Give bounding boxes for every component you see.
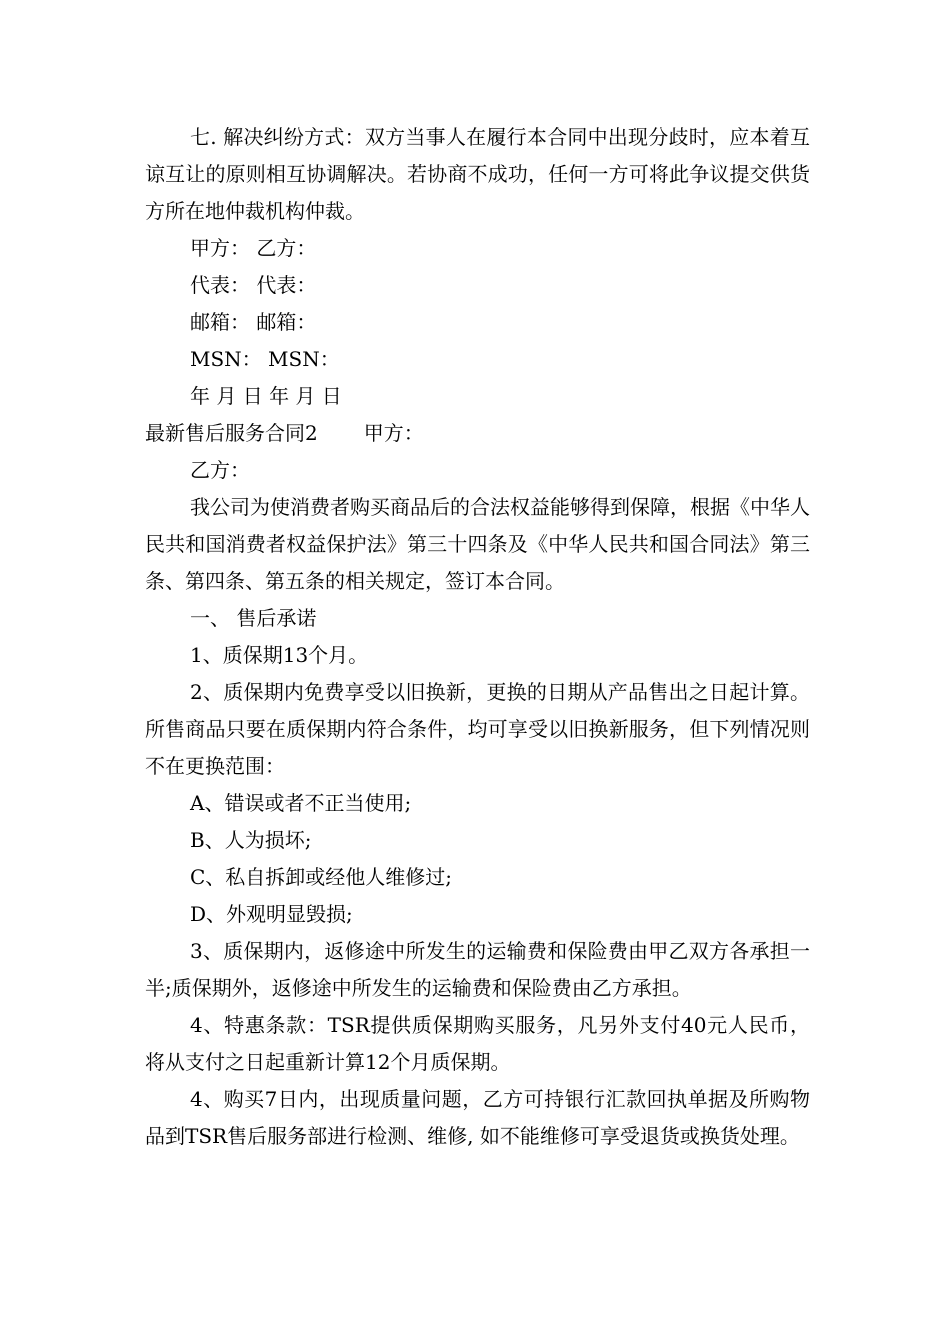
clause-4-purchase-within-7-days: 4、购买7日内，出现质量问题，乙方可持银行汇款回执单据及所购物品到TSR售后服务部进行检测、维修, 如不能维修可享受退货或换货处理。: [145, 1087, 810, 1148]
section-heading: 一、 售后承诺: [190, 606, 317, 630]
clause-2: 2、质保期内免费享受以旧换新，更换的日期从产品售出之日起计算。所售商品只要在质保期内符合条件，均可享受以旧换新服务，但下列情况则不在更换范围：: [145, 680, 810, 778]
clause-4-special-terms: 4、特惠条款：TSR提供质保期购买服务，凡另外支付40元人民币，将从支付之日起重新计算12个月质保期。: [145, 1013, 810, 1074]
contract-heading-line: [145, 415, 810, 452]
signature-party-line: 甲方： 乙方：: [190, 236, 317, 260]
exclusion-c: C、私自拆卸或经他人维修过;: [190, 865, 453, 889]
signature-msn-line: MSN： MSN：: [190, 347, 340, 371]
party-b-label: 乙方：: [190, 458, 250, 482]
exclusion-a: A、错误或者不正当使用;: [190, 791, 412, 815]
dispute-resolution-paragraph: 七. 解决纠纷方式：双方当事人在履行本合同中出现分歧时，应本着互谅互让的原则相互协调解决。若协商不成功，任何一方可将此争议提交供货方所在地仲裁机构仲裁。: [145, 125, 810, 223]
contract-title: 最新售后服务合同2: [145, 421, 318, 445]
clause-3: 3、质保期内，返修途中所发生的运输费和保险费由甲乙双方各承担一半;质保期外，返修途中所发生的运输费和保险费由乙方承担。: [145, 939, 810, 1000]
party-a-label: 甲方：: [363, 421, 424, 445]
signature-email-line: 邮箱： 邮箱：: [190, 310, 317, 334]
signature-representative-line: 代表： 代表：: [190, 273, 317, 297]
preamble-paragraph: 我公司为使消费者购买商品后的合法权益能够得到保障，根据《中华人民共和国消费者权益保护法》第三十四条及《中华人民共和国合同法》第三条、第四条、第五条的相关规定，签订本合同。: [145, 495, 810, 593]
signature-date-line: 年 月 日 年 月 日: [190, 384, 342, 408]
exclusion-b: B、人为损坏;: [190, 828, 312, 852]
document-body: [145, 119, 810, 1155]
exclusion-d: D、外观明显毁损;: [190, 902, 353, 926]
clause-1: 1、质保期13个月。: [190, 643, 369, 667]
